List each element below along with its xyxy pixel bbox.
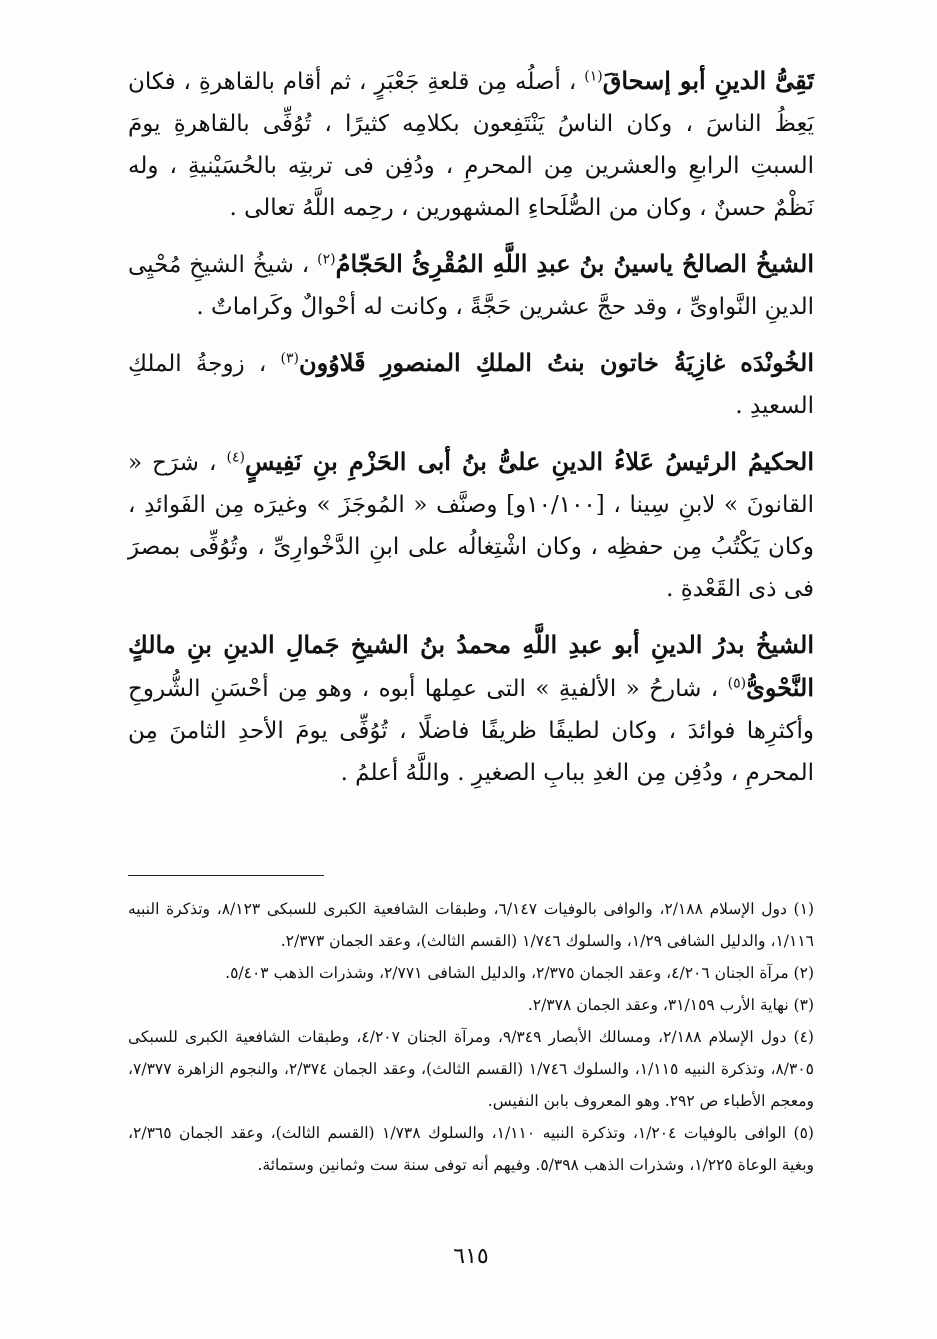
entry-name: الشيخُ الصالحُ ياسينُ بنُ عبدِ اللَّهِ المُقْرِئُ الحَجّامُ <box>335 249 814 278</box>
entry-name: الحكيمُ الرئيسُ عَلاءُ الدينِ علىُّ بنُ أبى الحَزْمِ بنِ نَفِيسٍ <box>245 447 814 476</box>
book-page <box>128 60 814 1320</box>
entry-yasin <box>128 243 814 328</box>
footnote-1: (١) دول الإسلام ٢/١٨٨، والوافى بالوفيات ٦/١٤٧، وطبقات الشافعية الكبرى للسبكى ٨/١٢٣، وتذكرة النبيه ١/١١٦، والدليل الشافى ١/٢٩، والسلوك ١/٧٤٦ (القسم الثالث)، وعقد الجمان ٢/٣٧٣. <box>128 900 814 950</box>
footnote-divider <box>128 875 324 876</box>
entry-taqi-al-din <box>128 60 814 229</box>
footnote-marker: (١) <box>584 68 603 85</box>
entry-badr-al-din <box>128 624 814 794</box>
entry-ibn-nafis <box>128 441 814 610</box>
footnote-marker: (٣) <box>280 350 299 367</box>
footnote-4: (٤) دول الإسلام ٢/١٨٨، ومسالك الأبصار ٩/٣٤٩، ومرآة الجنان ٤/٢٠٧، وطبقات الشافعية الكبرى للسبكى ٨/٣٠٥، وتذكرة النبيه ١/١١٥، والسلوك ١/٧٤٦ (القسم الثالث)، وعقد الجمان ٢/٣٧٤، والنجوم الزاهرة ٧/٣٧٧، ومعجم الأطباء ص ٢٩٢. وهو المعروف بابن النفيس. <box>128 1028 814 1110</box>
footnote-marker: (٤) <box>226 449 246 466</box>
entry-text: ، شيخُ الشيخِ مُحْيِى الدينِ النَّواوىِّ ، وقد حجَّ عشرين حَجَّةً ، وكانت له أحْوالٌ وكَراماتٌ . <box>128 252 814 320</box>
footnote-5: (٥) الوافى بالوفيات ١/٢٠٤، وتذكرة النبيه ١/١١٠، والسلوك ١/٧٣٨ (القسم الثالث)، وعقد الجمان ٢/٣٦٥، وبغية الوعاة ١/٢٢٥، وشذرات الذهب ٥/٣٩٨. وفيهم أنه توفى سنة ست وثمانين وستمائة. <box>128 1124 814 1174</box>
entry-text: ، زوجةُ الملكِ السعيدِ . <box>128 351 814 419</box>
entry-ghaziya-khatun <box>128 342 814 427</box>
entry-text: ، أصلُه مِن قلعةِ جَعْبَرٍ ، ثم أقام بالقاهرةِ ، فكان يَعِظُ الناسَ ، وكان الناسُ يَنْتَفِعون بكلامِه كثيرًا ، تُوُفِّى بالقاهرةِ يومَ السبتِ الرابعِ والعشرين مِن المحرمِ ، ودُفِن فى تربتِه بالحُسَيْنيةِ ، وله نَظْمٌ حسنٌ ، وكان من الصُّلَحاءِ المشهورين ، رحِمه اللَّهُ تعالى . <box>128 69 814 221</box>
entry-name: تَقِىُّ الدينِ أبو إسحاقَ <box>602 66 814 95</box>
footnote-3: (٣) نهاية الأرب ٣١/١٥٩، وعقد الجمان ٢/٣٧٨. <box>527 996 814 1014</box>
entry-text: ، شارحُ « الألفيةِ » التى عمِلها أبوه ، وهو مِن أحْسَنِ الشُّروحِ وأكثرِها فوائدَ ، وكان لطيفًا ظريفًا فاضلًا ، تُوُفِّى يومَ الأحدِ الثامنَ مِن المحرمِ ، ودُفِن مِن الغدِ ببابِ الصغيرِ . واللَّهُ أعلمُ . <box>128 676 814 786</box>
entry-name: الخُونْدَه غازِيَةُ خاتون بنتُ الملكِ المنصورِ قَلاوُون <box>298 348 814 377</box>
entry-text: ، شرَح « القانونَ » لابنِ سِينا ، [١٠/١٠٠و] وصنَّف « المُوجَزَ » وغيرَه مِن الفَوائدِ ، وكان يَكْتُبُ مِن حفظِه ، وكان اشْتِغالُه على ابنِ الدَّخْوارِىِّ ، وتُوُفِّى بمصرَ فى ذى القَعْدةِ . <box>128 450 814 602</box>
footnotes <box>128 893 814 1181</box>
page-number: ٦١٥ <box>453 1244 489 1269</box>
footnote-marker: (٢) <box>317 251 336 268</box>
footnote-2: (٢) مرآة الجنان ٤/٢٠٦، وعقد الجمان ٢/٣٧٥، والدليل الشافى ٢/٧٧١، وشذرات الذهب ٥/٤٠٣. <box>225 964 814 982</box>
footnote-marker: (٥) <box>727 675 747 692</box>
entry-name: الشيخُ بدرُ الدينِ أبو عبدِ اللَّهِ محمدُ بنُ الشيخِ جَمالِ الدينِ بنِ مالكٍ النَّحْوىُّ <box>128 630 815 702</box>
